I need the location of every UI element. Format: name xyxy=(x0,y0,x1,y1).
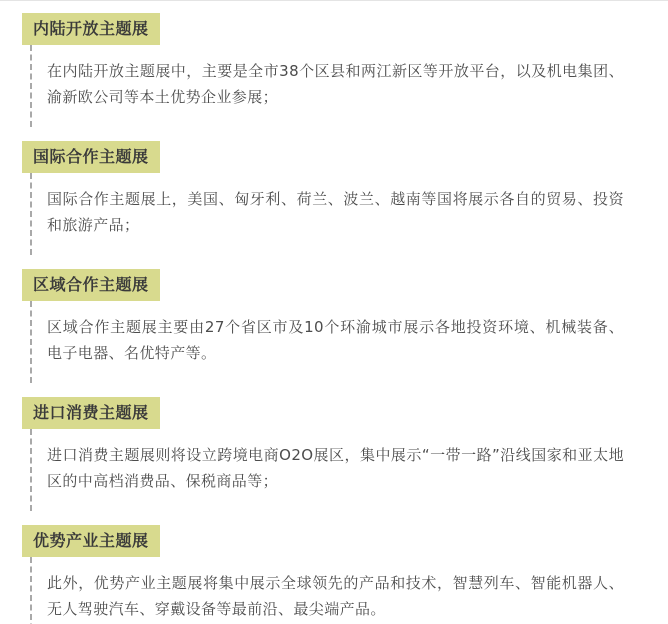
section-international-cooperation xyxy=(22,141,668,255)
section-paragraph: 进口消费主题展则将设立跨境电商O2O展区，集中展示“一带一路”沿线国家和亚太地区的中高档消费品、保税商品等； xyxy=(47,446,624,490)
section-body xyxy=(30,301,668,383)
section-body xyxy=(30,45,668,127)
section-title-badge: 内陆开放主题展 xyxy=(22,13,160,45)
section-title-badge: 进口消费主题展 xyxy=(22,397,160,429)
section-advantage-industry xyxy=(22,525,668,624)
section-inland-open xyxy=(22,13,668,127)
section-regional-cooperation xyxy=(22,269,668,383)
section-import-consumption xyxy=(22,397,668,511)
section-paragraph: 在内陆开放主题展中，主要是全市38个区县和两江新区等开放平台，以及机电集团、渝新欧公司等本土优势企业参展； xyxy=(47,62,624,106)
section-body xyxy=(30,173,668,255)
section-paragraph: 国际合作主题展上，美国、匈牙利、荷兰、波兰、越南等国将展示各自的贸易、投资和旅游产品； xyxy=(47,190,624,234)
section-title-badge: 优势产业主题展 xyxy=(22,525,160,557)
section-title-badge: 国际合作主题展 xyxy=(22,141,160,173)
section-body xyxy=(30,429,668,511)
section-title-badge: 区域合作主题展 xyxy=(22,269,160,301)
section-body xyxy=(30,557,668,624)
section-paragraph: 区域合作主题展主要由27个省区市及10个环渝城市展示各地投资环境、机械装备、电子电器、名优特产等。 xyxy=(47,318,624,362)
section-paragraph: 此外，优势产业主题展将集中展示全球领先的产品和技术，智慧列车、智能机器人、无人驾驶汽车、穿戴设备等最前沿、最尖端产品。 xyxy=(47,574,624,618)
